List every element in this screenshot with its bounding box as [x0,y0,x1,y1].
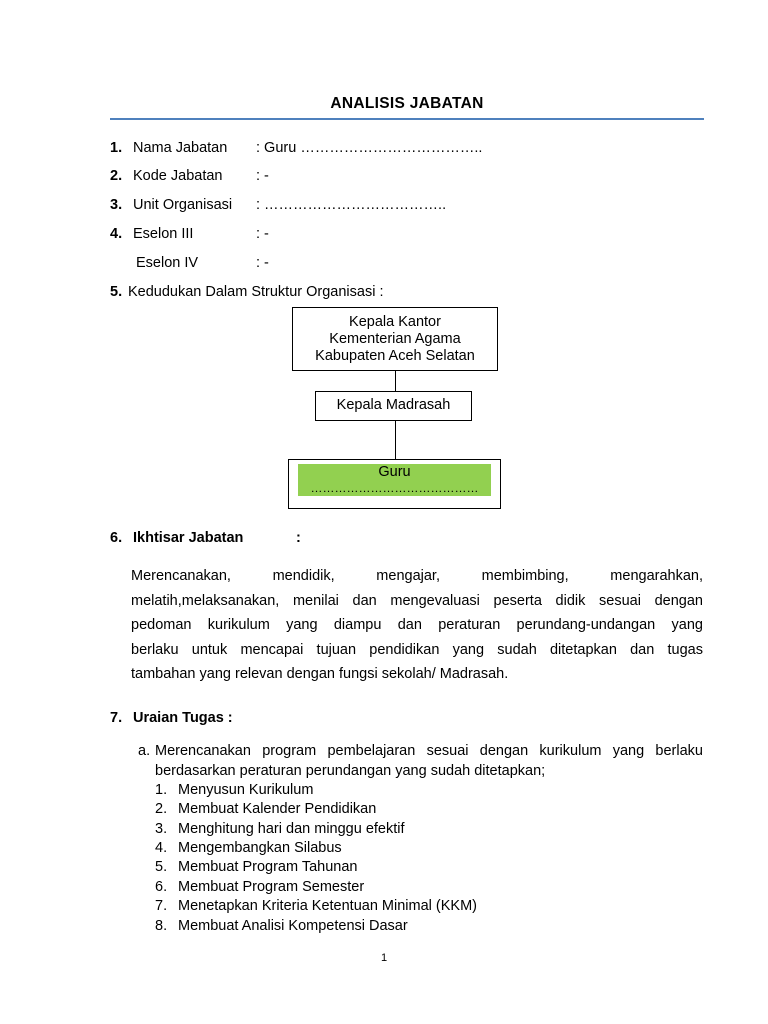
paragraph-line: melatih,melaksanakan, menilai dan mengevaluasi peserta didik sesuai dengan [131,592,703,609]
section-6-number: 6. [110,530,123,546]
list-item: Membuat Program Semester [178,879,365,895]
list-item-number: 5. [155,859,168,875]
uraian-line: berdasarkan peraturan perundangan yang sudah ditetapkan; [155,763,546,779]
list-item: Menyusun Kurikulum [178,782,314,798]
paragraph-line: tambahan yang relevan dengan fungsi sekolah/ Madrasah. [131,666,509,682]
org-connector [395,371,396,391]
org-box-kepala-kantor [292,307,498,371]
org-box-line: Kabupaten Aceh Selatan [315,348,475,364]
list-item-number: 6. [155,879,168,895]
field-value: : - [256,255,269,271]
org-box-guru [288,459,501,509]
paragraph-line: pedoman kurikulum yang diampu dan peraturan perundang-undangan yang [131,617,703,633]
list-item: Membuat Analisi Kompetensi Dasar [178,918,408,934]
list-item: Mengembangkan Silabus [178,840,342,856]
field-label: Kode Jabatan [133,168,223,184]
field-value: : - [256,226,269,242]
field-value: : Guru ……………………………….. [256,140,483,156]
section-5-number: 5. [110,284,123,300]
list-item-number: 8. [155,918,168,934]
title-underline [110,118,704,120]
section-5-label: Kedudukan Dalam Struktur Organisasi : [128,284,384,300]
uraian-letter: a. [138,743,151,759]
org-box-line: Kepala Kantor [349,314,441,330]
ikhtisar-paragraph [131,564,703,687]
list-item: Membuat Program Tahunan [178,859,358,875]
list-item-number: 7. [155,898,168,914]
section-6-label: Ikhtisar Jabatan [133,530,244,546]
field-label: Unit Organisasi [133,197,233,213]
list-item-number: 2. [155,801,168,817]
field-number: 1. [110,140,123,156]
org-box-kepala-madrasah: Kepala Madrasah [315,391,472,421]
paragraph-line: Merencanakan, mendidik, mengajar, membimbing, mengarahkan, [131,568,703,584]
section-7-label: Uraian Tugas : [133,710,233,726]
document-title: ANALISIS JABATAN [330,95,484,112]
paragraph-line: berlaku untuk mencapai tujuan pendidikan yang sudah ditetapkan dan tugas [131,641,703,658]
list-item-number: 3. [155,821,168,837]
org-box-guru-dots: …………………………………… [310,481,479,495]
list-item-number: 4. [155,840,168,856]
org-connector [395,421,396,461]
field-number: 3. [110,197,123,213]
field-label: Eselon IV [136,255,199,271]
list-item: Menghitung hari dan minggu efektif [178,821,405,837]
field-label: Eselon III [133,226,194,242]
list-item-number: 1. [155,782,168,798]
section-6-colon: : [296,530,301,546]
field-label: Nama Jabatan [133,140,228,156]
org-box-guru-highlight [298,464,491,496]
list-item: Menetapkan Kriteria Ketentuan Minimal (KKM) [178,898,477,914]
org-box-guru-title: Guru [378,464,411,480]
field-value: : ……………………………….. [256,197,447,213]
list-item: Membuat Kalender Pendidikan [178,801,377,817]
field-number: 2. [110,168,123,184]
uraian-line: Merencanakan program pembelajaran sesuai dengan kurikulum yang berlaku [155,743,703,759]
field-value: : - [256,168,269,184]
section-7-number: 7. [110,710,123,726]
field-number: 4. [110,226,123,242]
page-number: 1 [380,952,388,964]
org-box-line: Kementerian Agama [329,331,461,347]
